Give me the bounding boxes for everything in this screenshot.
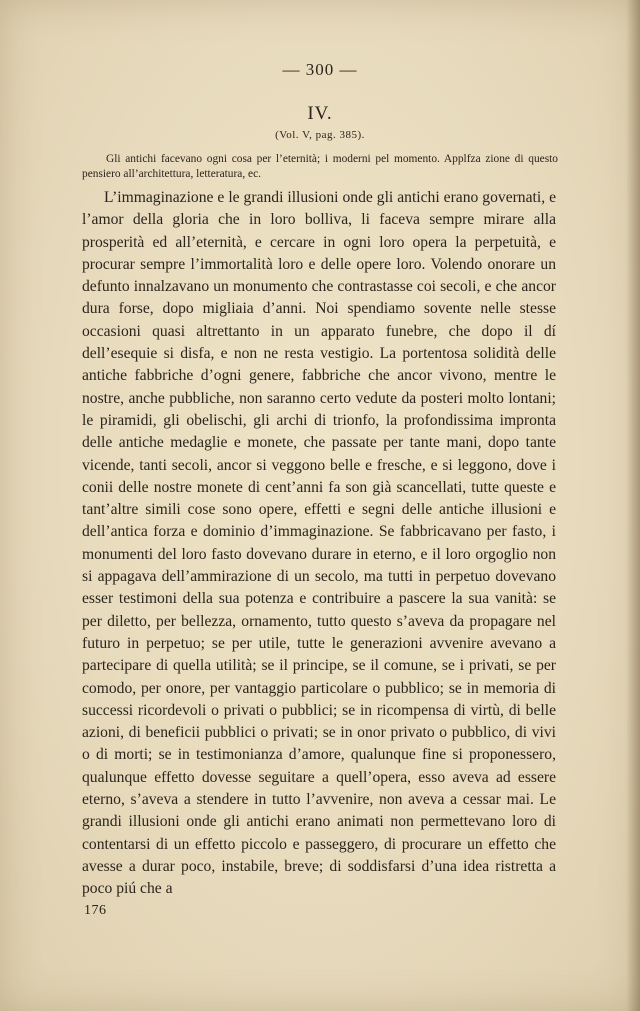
section-summary: Gli antichi facevano ogni cosa per l’eternità; i moderni pel momento. Applfza zione di questo pensiero all’architettura, letteratura, ec. <box>82 153 558 180</box>
section-numeral: IV. <box>307 103 333 124</box>
body-paragraph: L’immaginazione e le grandi illusioni onde gli antichi erano governati, e l’amor della gloria che in loro bolliva, li faceva sempre mirare alla prosperità ed all’eternità, e cercare in ogni loro opera la perpetuità, e procurar sempre l’immortalità loro e delle opere loro. Volendo onorare un defunto innalzavano un monumento che contrastasse coi secoli, e che ancor dura forse, dopo migliaia d’anni. Noi spendiamo sovente nelle stesse occasioni quasi altrettanto in un apparato funebre, che dopo il dí dell’esequie si disfa, e non ne resta vestigio. La portentosa solidità delle antiche fabbriche d’ogni genere, fabbriche che ancor vivono, mentre le nostre, anche pubbliche, non saranno certo vedute da posteri molto lontani; le piramidi, gli obelischi, gli archi di trionfo, la profondissima impronta delle antiche medaglie e monete, che passate per tante mani, dopo tante vicende, tanti secoli, ancor si veggono belle e fresche, e si leggono, dove i conii delle nostre monete di cent’anni fa son già scancellati, tutte queste e tant’altre simili cose sono opere, effetti e segni delle antiche illusioni e dell’antica forza e dominio d’immaginazione. Se fabbricavano per fasto, i monumenti del loro fasto dovevano durare in eterno, e il loro orgoglio non si appagava dell’ammirazione di un secolo, ma tutti in perpetuo dovevano esser testimoni della sua potenza e contribuire a pascere la sua vanità: se per diletto, per bellezza, ornamento, tutto questo s’aveva da propagare nel futuro in perpetuo; se per utile, tutte le generazioni avvenire avevano a partecipare di quella utilità; se il principe, se il comune, se i privati, se per comodo, per onore, per vantaggio particolare o pubblico; se in memoria di successi ricordevoli o privati o pubblici; se in ricompensa di virtù, di belle azioni, di beneficii pubblici o privati; se in onor privato o pubblico, di vivi o di morti; se in testimonianza d’amore, qualunque fine si proponessero, qualunque effetto dovesse seguitare a quell’opera, esso aveva ad essere eterno, s’aveva a stendere in tutto l’avvenire, non aveva a cessar mai. Le grandi illusioni onde gli antichi erano animati non permettevano loro di contentarsi di un effetto piccolo e passeggero, di procurare un effetto che avesse a durar poco, instabile, breve; di soddisfarsi d’una idea ristretta a poco piú che a <box>82 189 556 898</box>
page-number: — 300 — <box>282 60 358 79</box>
section-reference: (Vol. V, pag. 385). <box>275 129 365 141</box>
page-spine-shadow <box>626 0 640 1011</box>
folio-number: 176 <box>84 903 107 918</box>
